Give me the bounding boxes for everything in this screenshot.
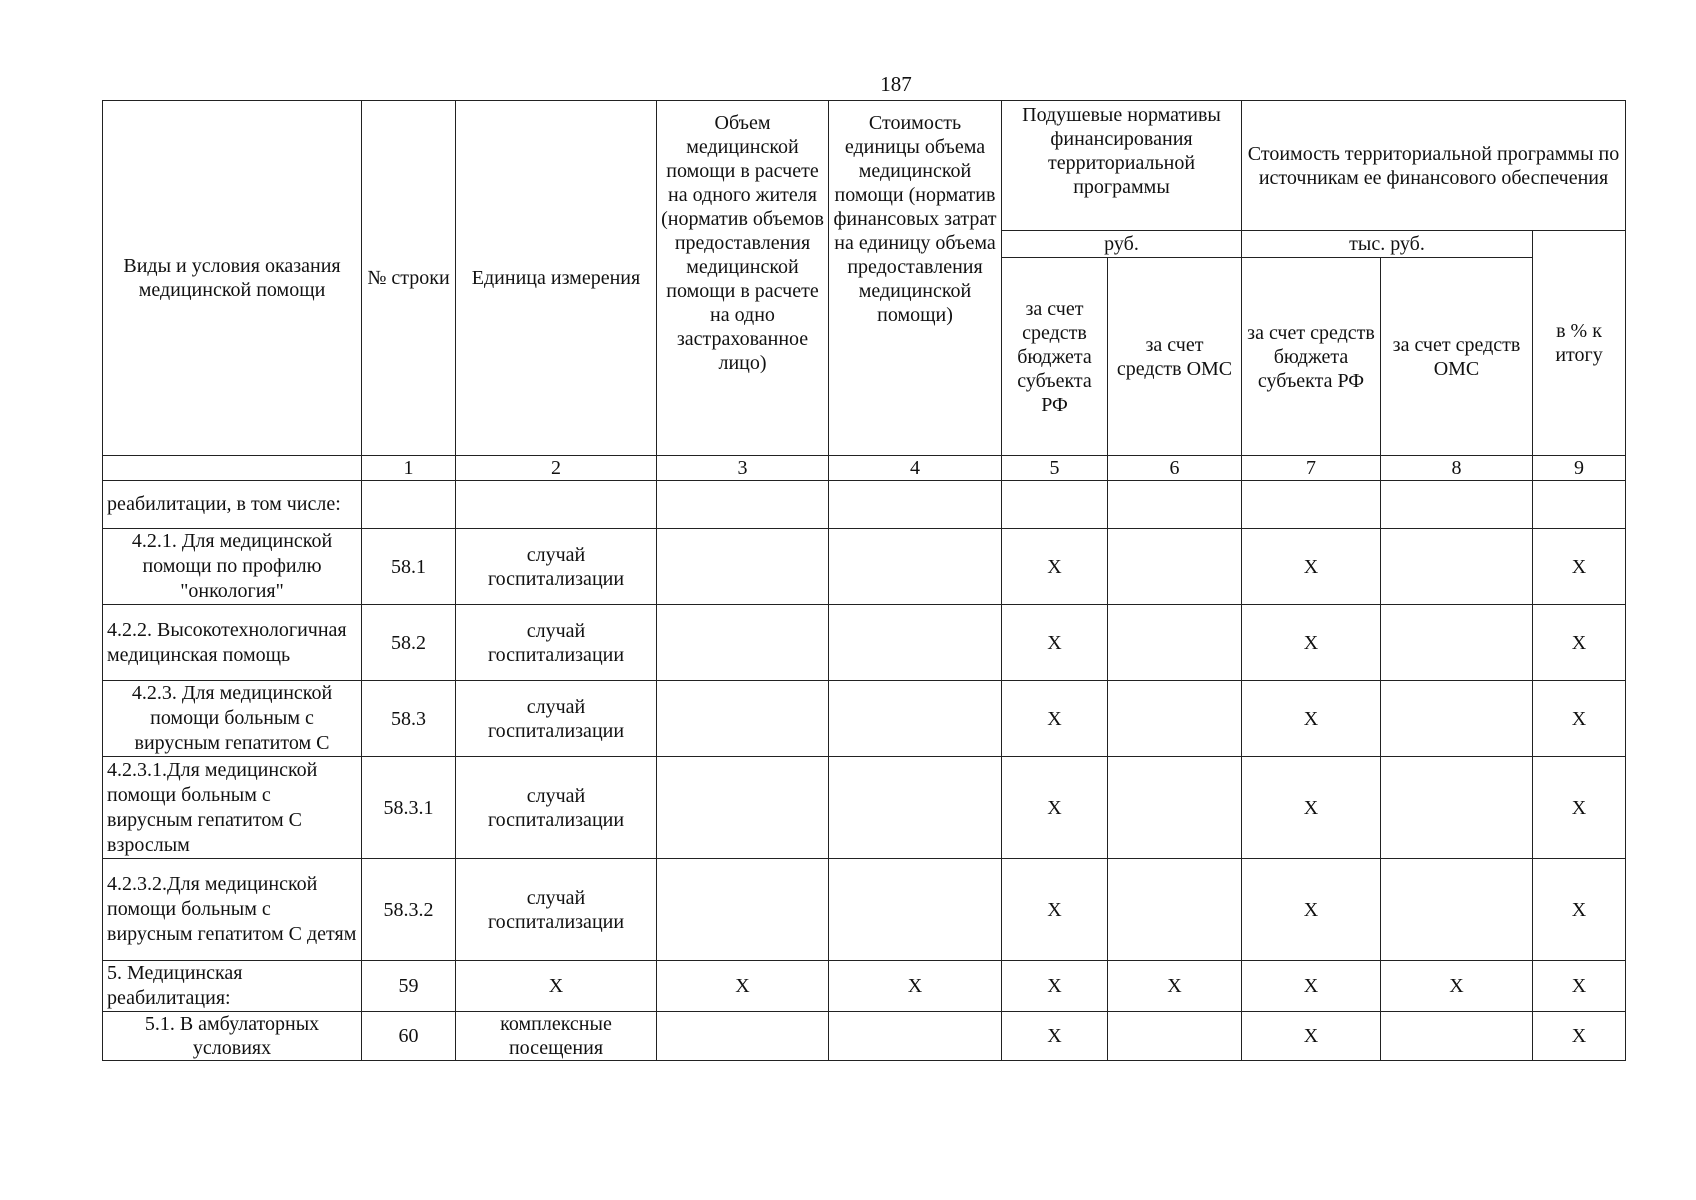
header-oms: за счет средств ОМС (1108, 258, 1242, 456)
row-cell (1108, 757, 1242, 859)
row-cell (1381, 859, 1533, 961)
row-line: 58.3.2 (362, 859, 456, 961)
column-number: 5 (1002, 456, 1108, 481)
row-cell: X (1002, 961, 1108, 1012)
row-cell (1533, 481, 1626, 529)
row-cell (1381, 481, 1533, 529)
row-cell: X (1242, 961, 1381, 1012)
row-cell: X (1002, 605, 1108, 681)
row-cell (657, 1012, 829, 1061)
header-cost: Стоимость единицы объема медицинской помощи (норматив финансовых затрат на единицу объема предоставления медицинской помощи) (829, 101, 1002, 456)
row-cell (829, 757, 1002, 859)
row-cell (1108, 1012, 1242, 1061)
header-unit-thousand: тыс. руб. (1242, 231, 1533, 258)
table-row (103, 529, 1626, 605)
header-budget: за счет средств бюджета субъекта РФ (1002, 258, 1108, 456)
row-line: 60 (362, 1012, 456, 1061)
row-cell: X (1002, 681, 1108, 757)
table-row (103, 1012, 1626, 1061)
row-cell: X (1108, 961, 1242, 1012)
table-row (103, 481, 1626, 529)
row-cell: X (1242, 1012, 1381, 1061)
column-number: 2 (456, 456, 657, 481)
row-cell (657, 481, 829, 529)
row-cell (1108, 859, 1242, 961)
row-cell (1381, 1012, 1533, 1061)
row-cell: X (1242, 605, 1381, 681)
row-cell: X (1002, 529, 1108, 605)
row-cell: X (829, 961, 1002, 1012)
row-cell: X (1242, 757, 1381, 859)
row-cell (1108, 681, 1242, 757)
row-cell: X (1533, 681, 1626, 757)
row-line (362, 481, 456, 529)
row-cell (1381, 605, 1533, 681)
header-budget-total: за счет средств бюджета субъекта РФ (1242, 258, 1381, 456)
row-unit: случай госпитализации (456, 681, 657, 757)
row-cell (657, 681, 829, 757)
row-name: реабилитации, в том числе: (103, 481, 362, 529)
row-unit: случай госпитализации (456, 605, 657, 681)
row-unit: случай госпитализации (456, 757, 657, 859)
row-name: 4.2.3.2.Для медицинской помощи больным с вирусным гепатитом С детям (103, 859, 362, 961)
row-cell (657, 859, 829, 961)
row-cell (1002, 481, 1108, 529)
header-row-number: № строки (362, 101, 456, 456)
row-unit (456, 481, 657, 529)
row-line: 58.2 (362, 605, 456, 681)
row-cell: X (657, 961, 829, 1012)
column-number: 9 (1533, 456, 1626, 481)
header-oms-total: за счет средств ОМС (1381, 258, 1533, 456)
table-row (103, 681, 1626, 757)
header-per-capita: Подушевые нормативы финансирования территориальной программы (1002, 101, 1242, 231)
column-numbers-row (103, 456, 1626, 481)
header-kind: Виды и условия оказания медицинской помощи (103, 101, 362, 456)
row-cell (829, 1012, 1002, 1061)
table-row (103, 859, 1626, 961)
table-row (103, 961, 1626, 1012)
row-cell: X (1242, 529, 1381, 605)
row-name: 5. Медицинская реабилитация: (103, 961, 362, 1012)
row-cell (829, 859, 1002, 961)
table-row (103, 757, 1626, 859)
row-line: 58.3.1 (362, 757, 456, 859)
page-number: 187 (880, 72, 912, 96)
row-cell (1108, 605, 1242, 681)
row-cell (829, 681, 1002, 757)
row-line: 59 (362, 961, 456, 1012)
row-unit: X (456, 961, 657, 1012)
row-name: 4.2.3. Для медицинской помощи больным с вирусным гепатитом С (103, 681, 362, 757)
header-percent: в % к итогу (1533, 231, 1626, 456)
header-unit: Единица измерения (456, 101, 657, 456)
column-number: 7 (1242, 456, 1381, 481)
column-number: 3 (657, 456, 829, 481)
row-cell (829, 481, 1002, 529)
row-cell: X (1533, 859, 1626, 961)
header-row (103, 101, 1626, 231)
row-cell (829, 605, 1002, 681)
row-name: 5.1. В амбулаторных условиях (103, 1012, 362, 1061)
row-cell: X (1381, 961, 1533, 1012)
row-cell (829, 529, 1002, 605)
row-line: 58.1 (362, 529, 456, 605)
financing-table (102, 100, 1626, 1061)
row-unit: комплексные посещения (456, 1012, 657, 1061)
row-name: 4.2.1. Для медицинской помощи по профилю "онкология" (103, 529, 362, 605)
column-number (103, 456, 362, 481)
row-name: 4.2.2. Высокотехнологичная медицинская помощь (103, 605, 362, 681)
row-cell (1381, 757, 1533, 859)
row-line: 58.3 (362, 681, 456, 757)
row-cell (1381, 529, 1533, 605)
row-cell (1381, 681, 1533, 757)
row-name: 4.2.3.1.Для медицинской помощи больным с вирусным гепатитом С взрослым (103, 757, 362, 859)
header-unit-rub: руб. (1002, 231, 1242, 258)
row-cell: X (1533, 757, 1626, 859)
column-number: 4 (829, 456, 1002, 481)
column-number: 1 (362, 456, 456, 481)
header-volume: Объем медицинской помощи в расчете на одного жителя (норматив объемов предоставления медицинской помощи в расчете на одно застрахованное лицо) (657, 101, 829, 456)
row-unit: случай госпитализации (456, 859, 657, 961)
table-row (103, 605, 1626, 681)
row-cell: X (1242, 681, 1381, 757)
row-cell (657, 529, 829, 605)
row-cell (1242, 481, 1381, 529)
column-number: 8 (1381, 456, 1533, 481)
row-cell: X (1002, 859, 1108, 961)
row-cell: X (1002, 1012, 1108, 1061)
row-cell: X (1002, 757, 1108, 859)
row-cell (657, 605, 829, 681)
header-program-cost: Стоимость территориальной программы по источникам ее финансового обеспечения (1242, 101, 1626, 231)
row-unit: случай госпитализации (456, 529, 657, 605)
column-number: 6 (1108, 456, 1242, 481)
row-cell (657, 757, 829, 859)
row-cell (1108, 529, 1242, 605)
row-cell: X (1533, 529, 1626, 605)
row-cell: X (1242, 859, 1381, 961)
row-cell: X (1533, 605, 1626, 681)
row-cell: X (1533, 1012, 1626, 1061)
row-cell (1108, 481, 1242, 529)
row-cell: X (1533, 961, 1626, 1012)
